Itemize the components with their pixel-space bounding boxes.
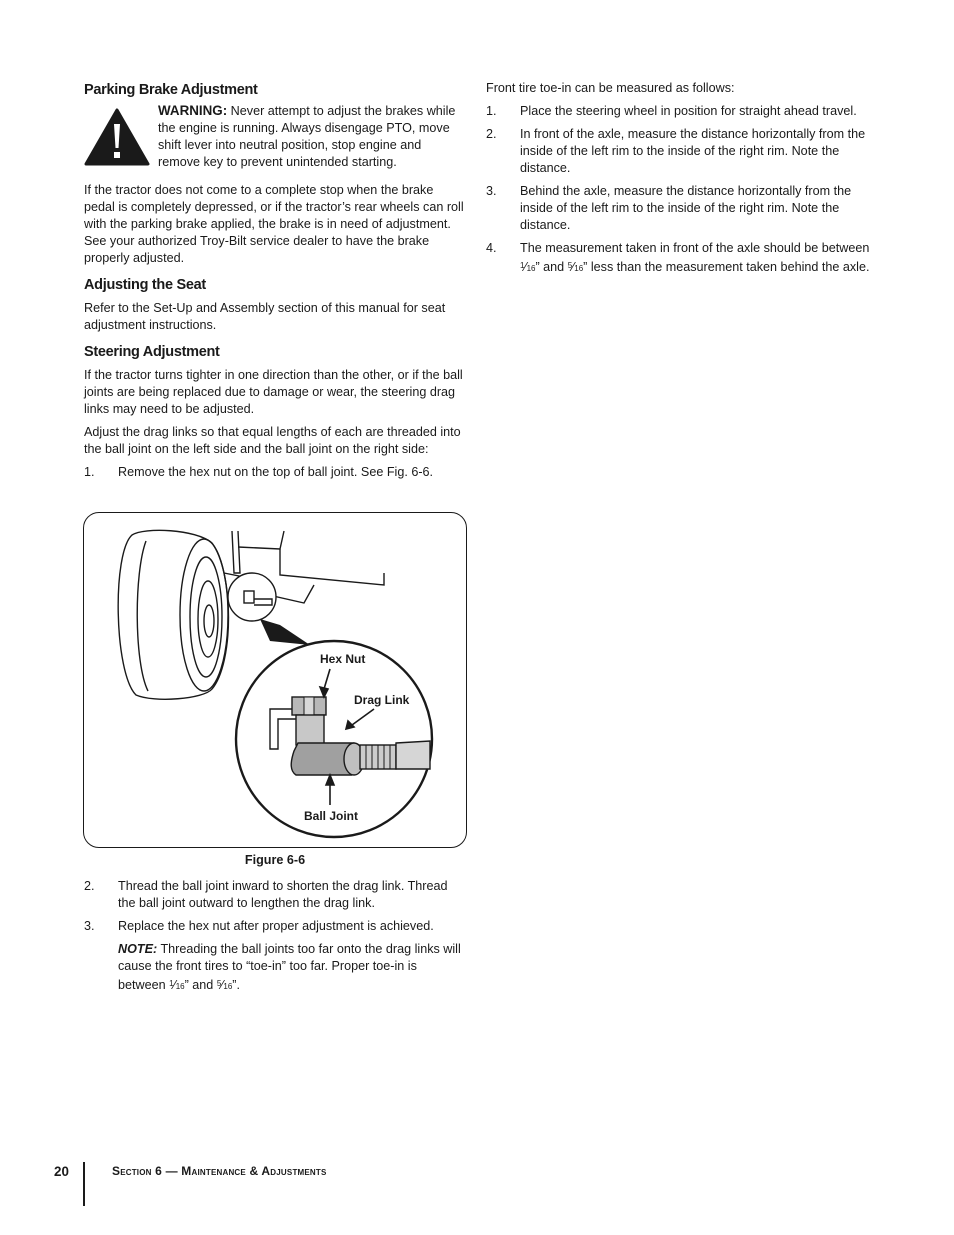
list-item <box>486 103 870 120</box>
figure-6-6 <box>83 512 467 848</box>
step-text: Thread the ball joint inward to shorten the drag link. Thread the ball joint outward to lengthen the drag link. <box>118 879 448 910</box>
fraction-denominator: 16 <box>223 982 233 991</box>
item-text: Place the steering wheel in position for straight ahead travel. <box>520 104 857 118</box>
list-item-step-1 <box>84 464 464 481</box>
item-number: 1. <box>486 104 497 118</box>
parking-brake-heading: Parking Brake Adjustment <box>84 82 258 98</box>
page-number: 20 <box>54 1164 69 1179</box>
step-text: Replace the hex nut after proper adjustment is achieved. <box>118 919 434 933</box>
adjusting-seat-body: Refer to the Set-Up and Assembly section of this manual for seat adjustment instructions. <box>84 301 446 332</box>
item-text-part: ” less than the measurement taken behind the axle. <box>583 260 870 274</box>
steering-body-1: If the tractor turns tighter in one direction than the other, or if the ball joints are being replaced due to damage or wear, the steering drag links may need to be adjusted. <box>84 368 463 416</box>
fraction-numerator: 1 <box>520 261 525 270</box>
left-column-lower <box>84 878 464 995</box>
warning-block <box>84 103 464 182</box>
item-text-part: ” and <box>535 260 568 274</box>
hex-nut-label: Hex Nut <box>320 652 366 666</box>
item-text-part: The measurement taken in front of the axle should be between <box>520 241 870 255</box>
step-number: 3. <box>84 919 95 933</box>
fraction-denominator: 16 <box>526 264 536 273</box>
ball-joint-illustration <box>84 513 467 848</box>
right-column <box>486 80 870 277</box>
fraction-denominator: 16 <box>175 982 185 991</box>
section-title: Section 6 — Maintenance & Adjustments <box>112 1164 327 1178</box>
note-text: ” and <box>184 978 217 992</box>
fraction-numerator: 5 <box>216 979 222 988</box>
parking-brake-body: If the tractor does not come to a complete stop when the brake pedal is completely depressed, or if the tractor’s rear wheels can roll with the parking brake applied, the brake is in need of adjustment. See your authorized Troy-Bilt service dealer to have the brake properly adjusted. <box>84 183 464 265</box>
warning-body: Never attempt to adjust the brakes while the engine is running. Always disengage PTO, move shift lever into neutral position, stop engine and remove key to prevent unintended starting. <box>158 104 456 169</box>
note-label: NOTE: <box>118 942 158 956</box>
footer-divider <box>83 1162 85 1206</box>
toe-in-intro: Front tire toe-in can be measured as follows: <box>486 81 735 95</box>
item-text: In front of the axle, measure the distance horizontally from the inside of the left rim to the inside of the right rim. Note the distance. <box>520 127 866 175</box>
warning-label: WARNING: <box>158 103 228 118</box>
step-number: 1. <box>84 465 95 479</box>
page-footer <box>54 1162 454 1206</box>
note-paragraph: NOTE: Threading the ball joints too far onto the drag links will cause the front tires to “toe-in” too far. Proper toe-in is between $^1$⁄16” and $^5$⁄16”. <box>118 942 461 992</box>
fraction-numerator: 1 <box>169 979 174 988</box>
warning-text <box>158 102 464 171</box>
fraction-denominator: 16 <box>574 264 584 273</box>
left-column <box>84 80 464 481</box>
ball-joint-label: Ball Joint <box>304 809 359 823</box>
item-number: 2. <box>486 127 497 141</box>
note-text: ”. <box>232 978 240 992</box>
steering-heading: Steering Adjustment <box>84 344 220 360</box>
item-text: Behind the axle, measure the distance horizontally from the inside of the left rim to the inside of the right rim. Note the distance. <box>520 184 852 232</box>
adjusting-seat-heading: Adjusting the Seat <box>84 277 206 293</box>
figure-caption: Figure 6-6 <box>244 853 306 867</box>
list-item-step-2 <box>84 878 464 912</box>
drag-link-label: Drag Link <box>354 693 410 707</box>
item-text: The measurement taken in front of the axle should be between $^1$⁄16” and $^5$⁄16” less than the measurement taken behind the axle. <box>520 241 870 274</box>
fraction-numerator: 5 <box>567 261 573 270</box>
item-number: 3. <box>486 184 497 198</box>
step-number: 2. <box>84 879 95 893</box>
step-text: Remove the hex nut on the top of ball joint. See Fig. 6-6. <box>118 465 434 479</box>
item-number: 4. <box>486 241 497 255</box>
note-text: Threading the ball joints too far onto the drag links will cause the front tires to “toe-in” too far. Proper toe-in is between <box>118 942 461 992</box>
warning-triangle-icon <box>84 108 150 166</box>
list-item <box>486 126 870 177</box>
list-item <box>486 183 870 234</box>
list-item <box>486 240 870 277</box>
steering-body-2: Adjust the drag links so that equal lengths of each are threaded into the ball joint on the left side and the ball joint on the right side: <box>84 425 461 456</box>
list-item-step-3 <box>84 918 464 935</box>
